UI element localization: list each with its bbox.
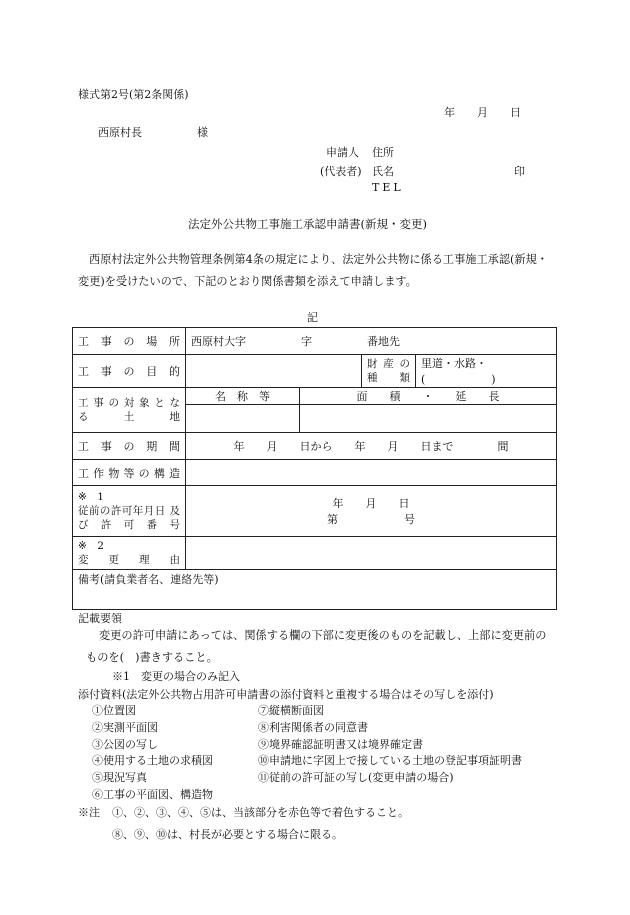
previous-permit-cell [73,486,186,537]
date-line: 年 月 日 [444,106,521,119]
attachment-item: ③公図の写し [92,737,158,751]
ki-marker: 記 [307,311,318,324]
target-area-value[interactable] [300,405,557,433]
structure-label: 工作物等の構造 [73,460,186,486]
previous-permit-number: 第 号 [327,513,415,526]
attachment-item: ⑦縦横断面図 [258,704,324,717]
period-value[interactable]: 年 月 日から 年 月 日まで 間 [186,433,557,460]
previous-permit-label: 従前の許可年月日 及 び 許 可 番 号 [78,505,180,531]
attachment-item: ④使用する土地の求積図 [92,754,213,768]
document-title: 法定外公共物工事施工承認申請書(新規・変更) [188,217,427,231]
change-reason-cell [73,537,186,570]
target-land-label: 工 事 の 対 象 と な る 土 地 [73,388,186,433]
name-header: 名 称 等 [186,388,300,405]
attachment-item: ⑧利害関係者の同意書 [258,720,368,734]
instructions-text: 変更の許可申請にあっては、関係する欄の下部に変更後のものを記載し、上部に変更前のものを( )書きすること。 [86,629,547,664]
remarks-label: 備考(請負業者名、連絡先等) [78,573,219,586]
representative-label: (代表者) [320,165,362,178]
seal-mark: 印 [514,165,525,178]
location-value[interactable]: 西原村大字 字 番地先 [186,328,557,355]
previous-permit-date: 年 月 日 [332,497,410,510]
note-2-marker: ※ 2 [78,540,104,552]
footnote-line-2: ⑧、⑨、⑩は、村長が必要とする場合に限る。 [112,828,343,841]
address-label: 住所 [372,146,394,159]
attachment-item: ⑨境界確認証明書又は境界確定書 [258,737,423,751]
attachment-item: ⑥工事の平面図、構造物 [92,787,213,801]
instructions-note-1: ※1 変更の場合のみ記入 [112,670,240,683]
previous-permit-value[interactable] [186,486,557,537]
footnote-label: ※注 [78,806,100,819]
structure-value[interactable] [186,460,557,486]
area-header: 面 積 ・ 延 長 [300,388,557,405]
attachment-item: ⑪従前の許可証の写し(変更申請の場合) [258,771,454,785]
location-label: 工 事 の 場 所 [73,328,186,355]
attachment-item: ①位置図 [92,704,136,717]
period-label: 工 事 の 期 間 [73,433,186,460]
intro-paragraph: 西原村法定外公共物管理条例第4条の規定により、法定外公共物に係る工事施工承認(新規・変更)を受けたいので、下記のとおり関係書類を添えて申請します。 [78,253,548,288]
row-location [73,328,557,355]
instructions-heading: 記載要領 [78,612,122,625]
applicant-label: 申請人 [326,146,359,159]
row-remarks [73,570,557,610]
row-purpose [73,355,557,388]
attachments-right-list [258,703,522,787]
addressee: 西原村長 様 [98,126,208,139]
attachment-item: ②実測平面図 [92,720,158,734]
purpose-label: 工 事 の 目 的 [73,355,186,388]
name-label: 氏名 [372,165,394,178]
attachments-heading: 添付資料(法定外公共物占用許可申請書の添付資料と重複する場合はその写しを添付) [78,688,494,701]
tel-label: TEL [372,181,404,194]
row-period [73,433,557,460]
note-1-marker: ※ 1 [78,491,104,503]
change-reason-value[interactable] [186,537,557,570]
row-structure [73,460,557,486]
footnote-line-1: ①、②、③、④、⑤は、当該部分を赤色等で着色すること。 [112,806,409,819]
application-table [72,327,557,610]
row-target-header [73,388,557,405]
property-type-value[interactable]: 里道・水路・( ) [416,355,557,388]
row-change-reason [73,537,557,570]
property-type-label: 財 産 の 種 類 [362,355,416,388]
attachments-left-list [92,703,213,804]
form-number: 様式第2号(第2条関係) [78,88,189,101]
change-reason-label: 変 更 理 由 [78,554,180,566]
attachment-item: ⑩申請地に字図上で接している土地の登記事項証明書 [258,754,522,768]
target-name-value[interactable] [186,405,300,433]
purpose-value[interactable] [186,355,362,388]
attachment-item: ⑤現況写真 [92,771,147,785]
remarks-cell[interactable] [73,570,557,610]
row-previous-permit [73,486,557,537]
